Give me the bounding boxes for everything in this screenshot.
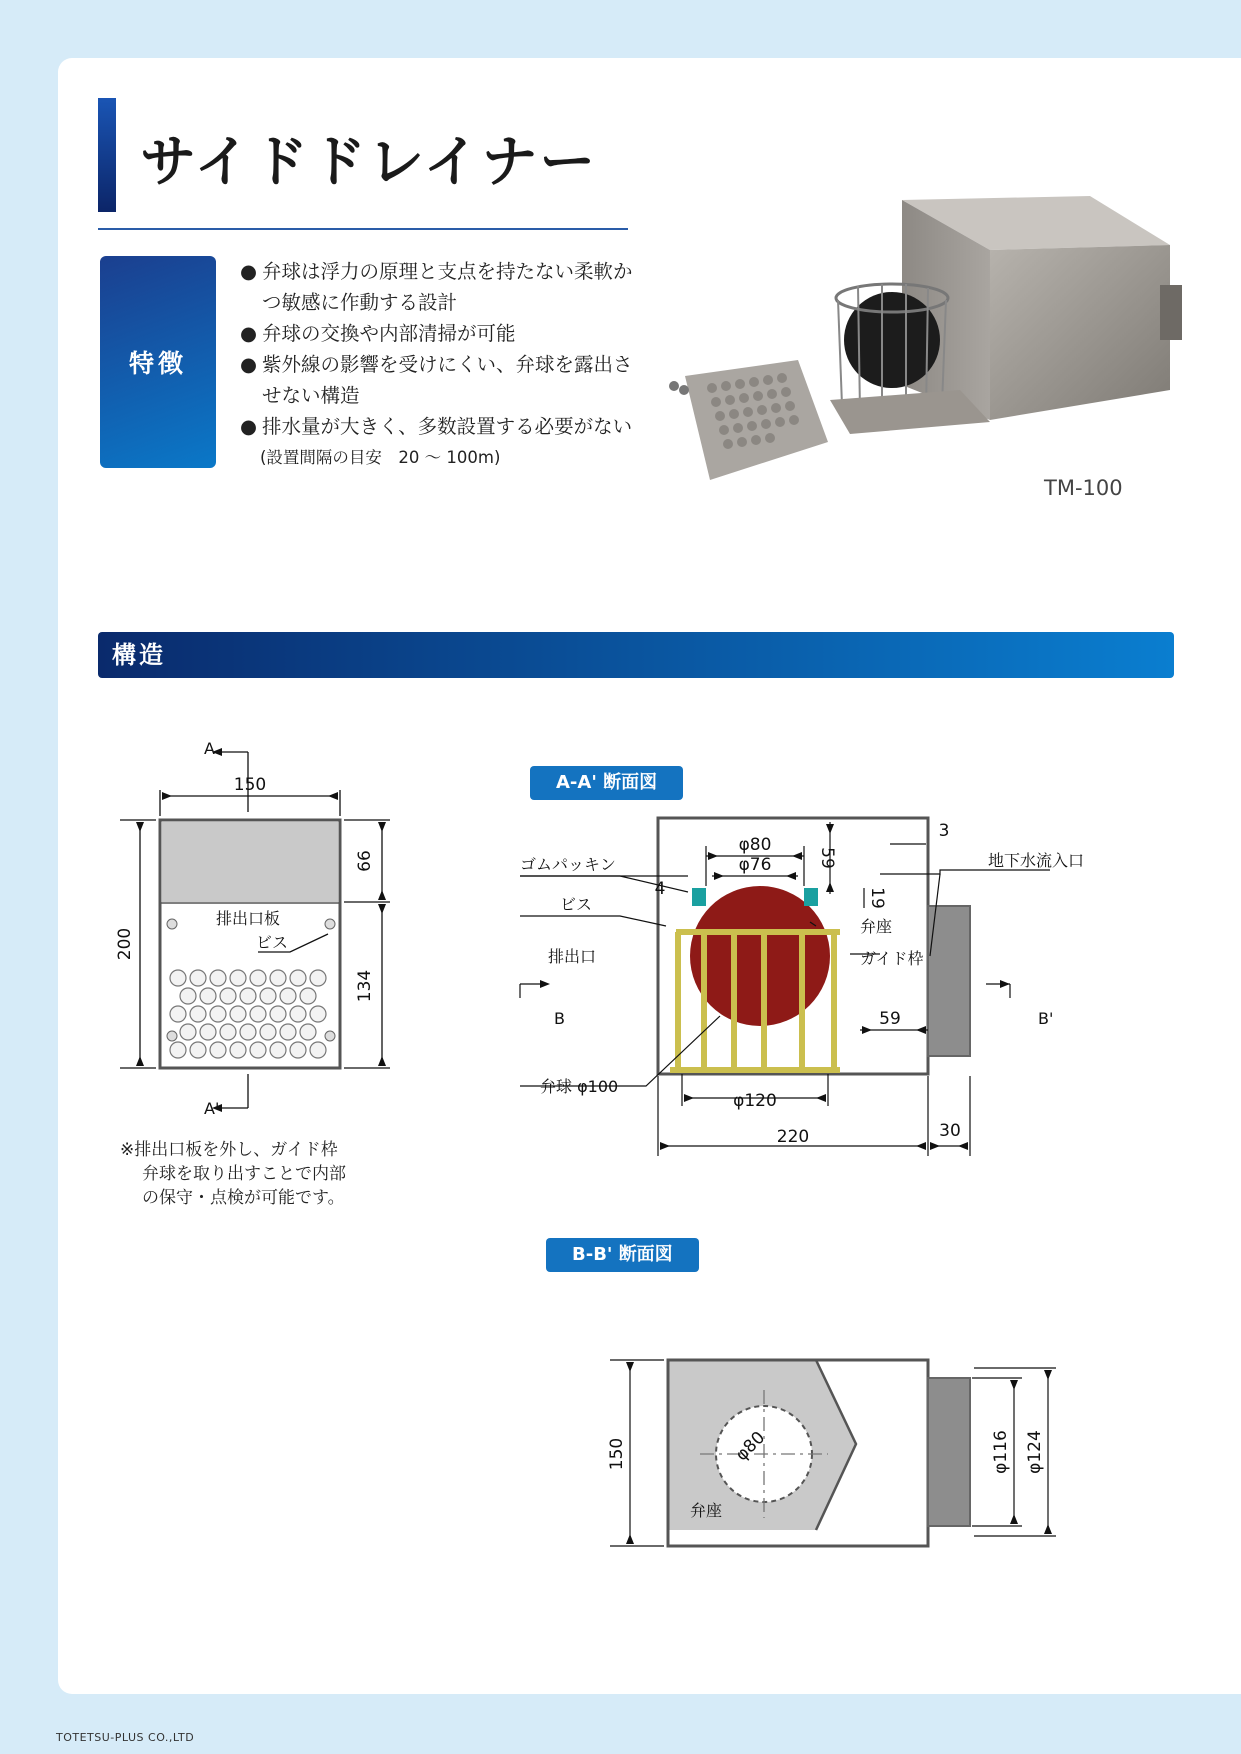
footer-company: TOTETSU-PLUS CO.,LTD: [56, 1731, 195, 1744]
inlet-pipe: [928, 1378, 970, 1526]
dim-lower: 134: [355, 969, 375, 1003]
product-photo: [660, 190, 1180, 490]
outlet-holes: [170, 970, 326, 1058]
dim-phi76: φ76: [738, 855, 772, 875]
gasket-left: [692, 888, 706, 906]
front-view-drawing: [100, 730, 420, 1130]
label-inlet: 地下水流入口: [988, 851, 1085, 870]
feature-item: ● 弁球の交換や内部清掃が可能: [240, 318, 640, 349]
base-plate: [830, 390, 990, 434]
label-b: B: [554, 1009, 565, 1028]
dim-t3: 3: [938, 821, 950, 841]
dim-phi80: φ80: [738, 835, 772, 855]
section-aa-title: A-A' 断面図: [530, 766, 683, 800]
dim-h150: 150: [607, 1437, 627, 1471]
inlet-pipe: [1160, 285, 1182, 340]
dim-t4: 4: [654, 879, 666, 899]
plate-label: 排出口板: [216, 909, 281, 928]
label-valve-seat: 弁座: [690, 1501, 723, 1520]
screw-label: ビス: [256, 933, 289, 952]
features-label: 特徴: [100, 256, 216, 468]
dim-width: 150: [233, 775, 267, 795]
label-gasket: ゴムパッキン: [520, 855, 616, 874]
page-title: サイドドレイナー: [140, 130, 598, 195]
inlet-pipe: [928, 906, 970, 1056]
dim-h59: 59: [817, 847, 837, 869]
dim-w59: 59: [879, 1009, 901, 1029]
label-a-prime: A': [204, 1099, 220, 1118]
label-guide-frame: ガイド枠: [860, 949, 924, 968]
dim-phi124: φ124: [1025, 1430, 1045, 1474]
model-number: TM-100: [1044, 476, 1123, 500]
box-side: [990, 245, 1170, 420]
dim-phi120: φ120: [733, 1091, 777, 1111]
feature-note: (設置間隔の目安 20 ～ 100m): [260, 448, 501, 467]
label-valve-seat: 弁座: [860, 917, 893, 936]
dim-w220: 220: [776, 1127, 810, 1147]
dim-w30: 30: [939, 1121, 961, 1141]
section-bb-title: B-B' 断面図: [546, 1238, 699, 1272]
gasket-right: [804, 888, 818, 906]
feature-item: ● 弁球は浮力の原理と支点を持たない柔軟かつ敏感に作動する設計: [240, 256, 640, 318]
label-outlet: 排出口: [548, 947, 597, 966]
label-ball: 弁球 φ100: [540, 1077, 619, 1096]
label-b-prime: B': [1038, 1009, 1054, 1028]
section-aa-drawing: [520, 806, 1130, 1166]
dim-h19: 19: [867, 887, 887, 909]
screws: [669, 381, 689, 395]
maintenance-note: ※排出口板を外し、ガイド枠 弁球を取り出すことで内部 の保守・点検が可能です。: [120, 1140, 346, 1208]
title-accent-bar: [98, 98, 116, 212]
valve-ball: [690, 886, 830, 1026]
dim-phi116: φ116: [991, 1430, 1011, 1474]
section-header: 構造: [98, 632, 1174, 678]
dim-height: 200: [115, 927, 135, 961]
label-screw: ビス: [560, 895, 593, 914]
dim-upper: 66: [355, 850, 375, 872]
title-underline: [98, 228, 628, 230]
feature-item: ● 排水量が大きく、多数設置する必要がない (設置間隔の目安 20 ～ 100m): [240, 411, 640, 473]
section-bb-drawing: [607, 1350, 1070, 1550]
features-list: [240, 256, 640, 473]
dim-phi80: φ80: [731, 1427, 770, 1466]
feature-item: ● 紫外線の影響を受けにくい、弁球を露出させない構造: [240, 349, 640, 411]
upper-panel: [162, 822, 338, 902]
label-a: A: [204, 739, 215, 758]
